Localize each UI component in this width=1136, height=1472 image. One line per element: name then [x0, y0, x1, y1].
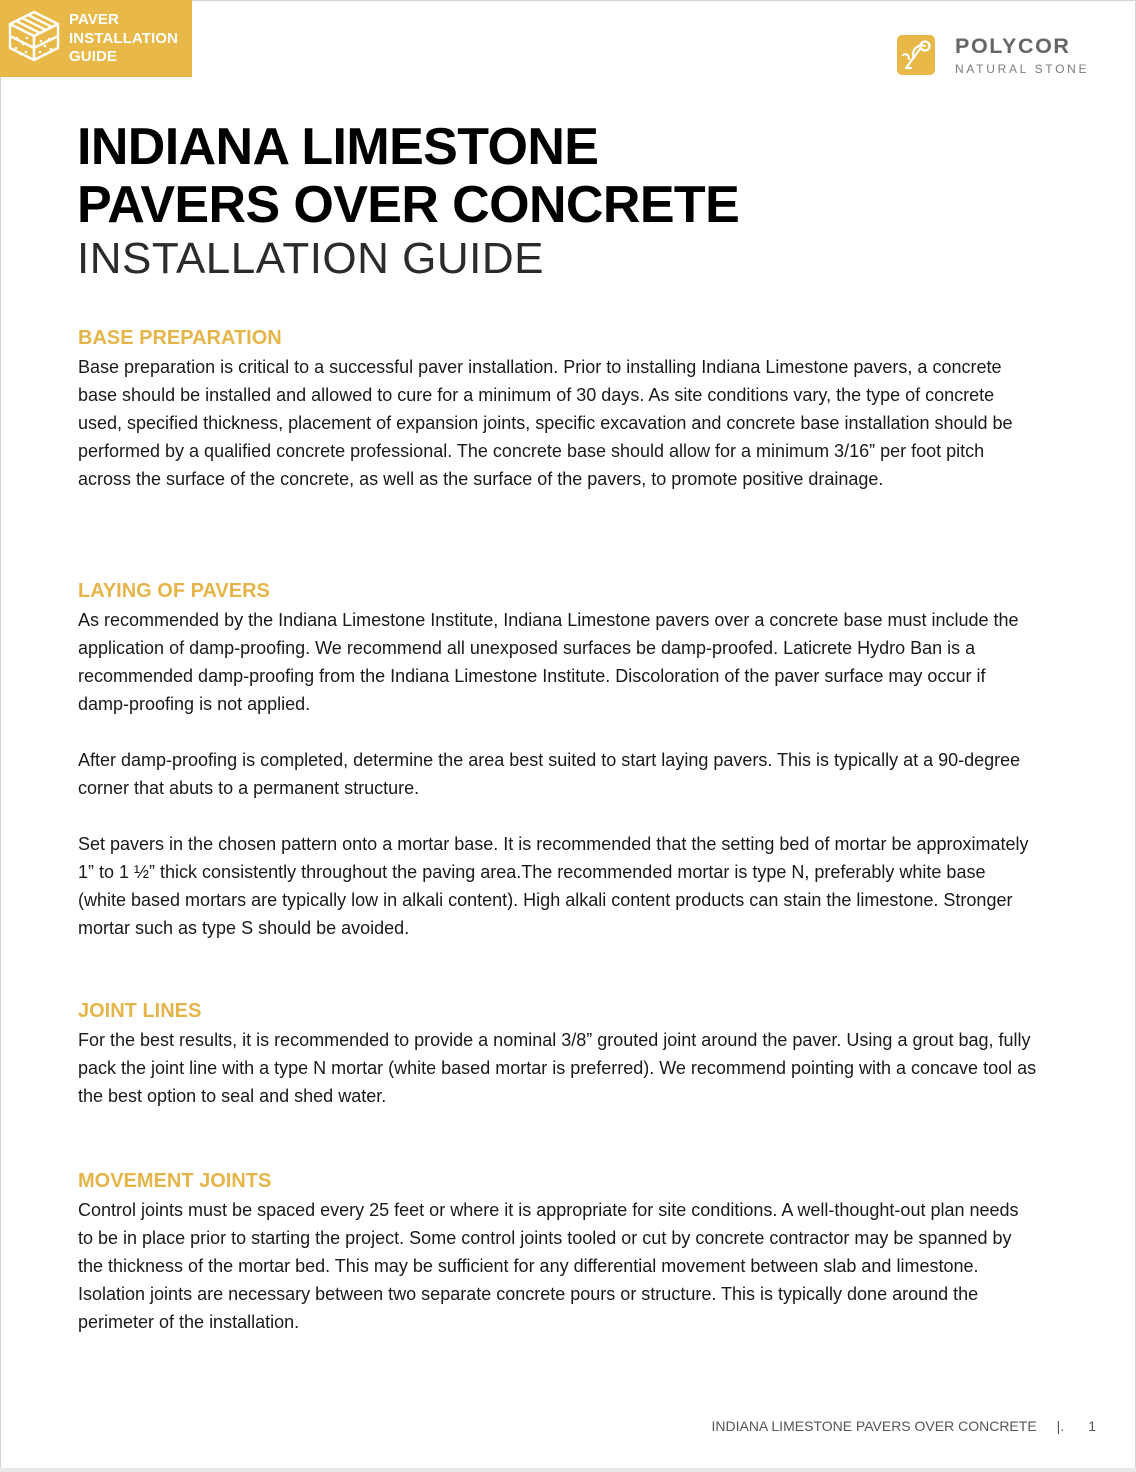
section-heading: JOINT LINES — [78, 1000, 202, 1022]
title-line-2: PAVERS OVER CONCRETE — [77, 176, 740, 234]
page-footer — [600, 1418, 1096, 1434]
section-laying-of-pavers — [78, 578, 1038, 942]
section-joint-lines — [78, 998, 1038, 1110]
tab-label-line: GUIDE — [69, 48, 118, 65]
polycor-mark-icon — [897, 35, 935, 75]
section-heading: MOVEMENT JOINTS — [78, 1170, 272, 1192]
section-heading: BASE PREPARATION — [78, 327, 282, 349]
section-heading: LAYING OF PAVERS — [78, 580, 270, 602]
section-movement-joints — [78, 1168, 1038, 1336]
section-paragraph: Set pavers in the chosen pattern onto a mortar base. It is recommended that the setting bed of mortar be approximately 1” to 1 ½” thick consistently throughout the paving area.The recommended mortar is type N, preferably white base (white based mortars are typically low in alkali content). High alkali content products can stain the limestone. Stronger mortar such as type S should be avoided. — [78, 834, 1029, 938]
title-line-1: INDIANA LIMESTONE — [77, 118, 599, 176]
page-title — [77, 118, 739, 234]
section-base-preparation — [78, 325, 1038, 493]
guide-tab — [0, 0, 192, 77]
brand-tagline: NATURAL STONE — [955, 62, 1090, 76]
section-paragraph: As recommended by the Indiana Limestone Institute, Indiana Limestone pavers over a concrete base must include the application of damp-proofing. We recommend all unexposed surfaces be damp-proofed. Laticrete Hydro Ban is a recommended damp-proofing from the Indiana Limestone Institute. Discoloration of the paver surface may occur if damp-proofing is not applied. — [78, 610, 1019, 714]
paver-stack-icon — [4, 8, 64, 70]
footer-separator: |. — [1056, 1418, 1065, 1434]
page-number: 1 — [1088, 1418, 1096, 1434]
tab-label-line: INSTALLATION — [69, 29, 178, 47]
tab-label-line: PAVER — [69, 11, 119, 28]
section-paragraph: Base preparation is critical to a successful paver installation. Prior to installing Indiana Limestone pavers, a concrete base should be installed and allowed to cure for a minimum of 30 days. As site conditions vary, the type of concrete used, specified thickness, placement of expansion joints, specific excavation and concrete base installation should be performed by a qualified concrete professional. The concrete base should allow for a minimum 3/16” per foot pitch across the surface of the concrete, as well as the surface of the pavers, to promote positive drainage. — [78, 357, 1013, 489]
section-paragraph: After damp-proofing is completed, determine the area best suited to start laying pavers. This is typically at a 90-degree corner that abuts to a permanent structure. — [78, 750, 1021, 798]
section-paragraph: For the best results, it is recommended to provide a nominal 3/8” grouted joint around the paver. Using a grout bag, fully pack the joint line with a type N mortar (white based mortar is preferred). We recommend pointing with a concave tool as the best option to seal and shed water. — [78, 1030, 1037, 1106]
bottom-edge — [0, 1468, 1136, 1472]
page-subtitle: INSTALLATION GUIDE — [77, 234, 545, 283]
tab-label — [69, 11, 178, 67]
brand-name: POLYCOR — [955, 34, 1071, 58]
section-paragraph: Control joints must be spaced every 25 feet or where it is appropriate for site conditions. A well-thought-out plan needs to be in place prior to starting the project. Some control joints tooled or cut by concrete contractor may be spanned by the thickness of the mortar bed. This may be sufficient for any differential movement between slab and limestone. Isolation joints are necessary between two separate concrete pours or structure. This is typically done around the perimeter of the installation. — [78, 1200, 1019, 1332]
polycor-logo — [897, 35, 1097, 79]
footer-title: INDIANA LIMESTONE PAVERS OVER CONCRETE — [711, 1418, 1037, 1434]
